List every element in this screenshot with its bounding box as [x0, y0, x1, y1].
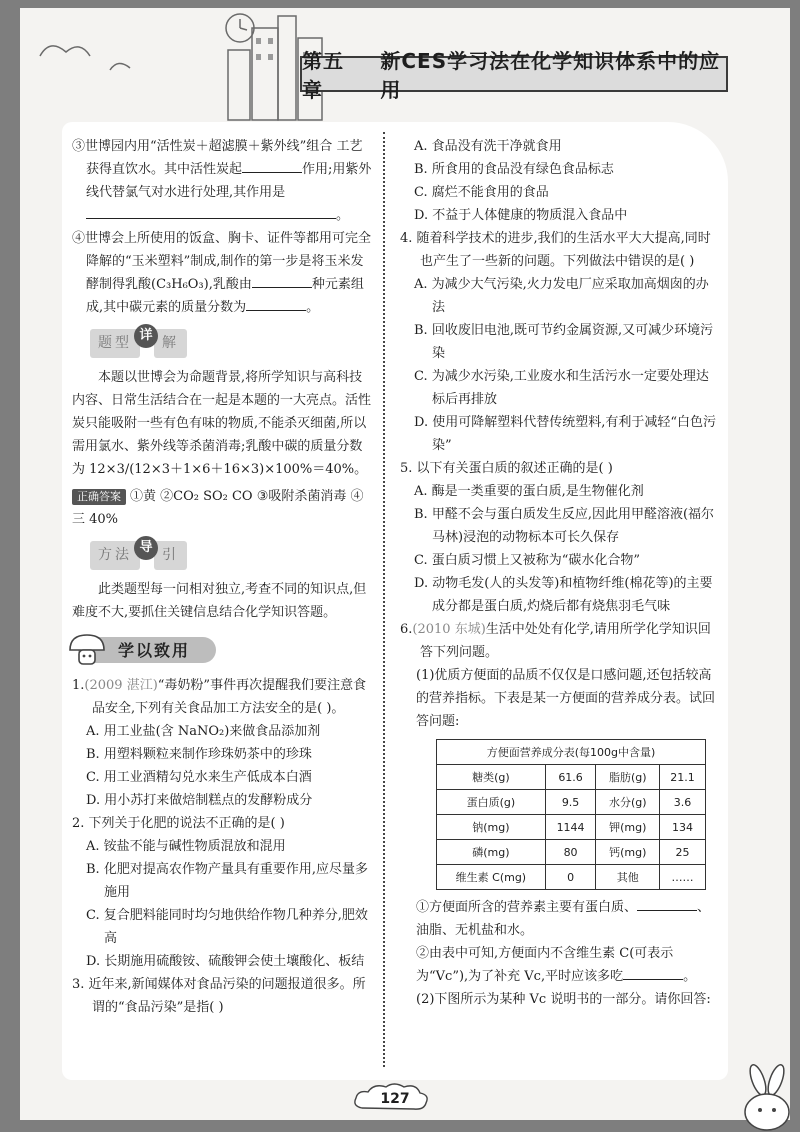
- question-4-part: ④世博会上所使用的饭盒、胸卡、证件等都用可完全降解的“玉米塑料”制成,制作的第一步是将玉米发酵制得乳酸(C₃H₆O₃),乳酸由 种元素组成,其中碳元素的质量分数为 。: [72, 231, 372, 315]
- answer-blank: [623, 965, 683, 980]
- q4-option-b: B. 回收废旧电池,既可节约金属资源,又可减少环境污染: [414, 323, 714, 361]
- question-4: 4. 随着科学技术的进步,我们的生活水平大大提高,同时也产生了一些新的问题。下列做法中错误的是( ): [400, 231, 711, 269]
- q6-sub-2: (2)下图所示为某种 Vc 说明书的一部分。请你回答:: [416, 992, 711, 1007]
- question-3-part: ③世博园内用“活性炭＋超滤膜＋紫外线”组合 工艺获得直饮水。其中活性炭起 作用;用紫外线代替氯气对水进行处理,其作用是。: [72, 139, 372, 223]
- q5-option-c: C. 蛋白质习惯上又被称为“碳水化合物”: [414, 553, 641, 568]
- cloud-icon: [110, 63, 130, 70]
- answer-blank: [252, 273, 312, 288]
- table-row: 蛋白质(g) 9.5 水分(g) 3.6: [437, 790, 706, 815]
- cityscape-illustration: [20, 8, 340, 128]
- column-divider: [383, 132, 385, 1067]
- chapter-number: 第五章: [302, 49, 344, 102]
- q5-option-d: D. 动物毛发(人的头发等)和植物纤维(棉花等)的主要成分都是蛋白质,灼烧后都有烧焦羽毛气味: [414, 576, 713, 614]
- q6-sub-1: (1)优质方便面的品质不仅仅是口感问题,还包括较高的营养指标。下表是某一方便面的营养成分表。试回答问题:: [416, 668, 716, 729]
- q2-option-c: C. 复合肥料能同时均匀地供给作物几种养分,肥效高: [86, 908, 368, 946]
- table-row: 维生素 C(mg) 0 其他 ……: [437, 865, 706, 890]
- answer-blank: [86, 204, 336, 219]
- q2-option-a: A. 铵盐不能与碱性物质混放和混用: [86, 839, 286, 854]
- q2-option-d: D. 长期施用硫酸铵、硫酸钾会使土壤酸化、板结: [86, 954, 365, 969]
- q4-option-c: C. 为减少水污染,工业废水和生活污水一定要处理达标后再排放: [414, 369, 709, 407]
- left-column: [72, 135, 374, 1019]
- q5-option-a: A. 酶是一类重要的蛋白质,是生物催化剂: [414, 484, 644, 499]
- q3-option-a: A. 食品没有洗干净就食用: [414, 139, 562, 154]
- answer-blank: [637, 896, 697, 911]
- question-2: 2. 下列关于化肥的说法不正确的是( ): [72, 816, 285, 831]
- method-heading: 方法 导 引: [90, 541, 187, 570]
- section-title: 学以致用: [78, 637, 216, 663]
- q6-answer-2: ②由表中可知,方便面内不含维生素 C(可表示为“Vc”),为了补充 Vc,平时应该多吃 。: [416, 946, 697, 984]
- right-column: [400, 135, 718, 1011]
- cloud-icon: [40, 46, 90, 56]
- q4-option-d: D. 使用可降解塑料代替传统塑料,有利于减轻“白色污染”: [414, 415, 717, 453]
- table-row: 糖类(g) 61.6 脂肪(g) 21.1: [437, 765, 706, 790]
- question-5: 5. 以下有关蛋白质的叙述正确的是( ): [400, 461, 613, 476]
- q1-option-c: C. 用工业酒精勾兑水来生产低成本白酒: [86, 770, 312, 785]
- explanation-heading: 题型 详 解: [90, 329, 187, 358]
- question-3: 3. 近年来,新闻媒体对食品污染的问题报道很多。所谓的“食品污染”是指( ): [72, 977, 366, 1015]
- q5-option-b: B. 甲醛不会与蛋白质发生反应,因此用甲醛溶液(福尔马林)浸泡的动物标本可长久保存: [414, 507, 715, 545]
- method-text: 此类题型每一问相对独立,考查不同的知识点,但难度不大,要抓住关键信息结合化学知识答题。: [72, 582, 367, 620]
- q6-answer-1: ①方便面所含的营养素主要有蛋白质、 、油脂、无机盐和水。: [400, 896, 718, 942]
- q1-option-d: D. 用小苏打来做焙制糕点的发酵粉成分: [86, 793, 313, 808]
- q3-option-b: B. 所食用的食品没有绿色食品标志: [414, 162, 614, 177]
- building: [252, 28, 278, 120]
- explanation-text: 本题以世博会为命题背景,将所学知识与高科技内容、日常生活结合在一起是本题的一大亮点。活性炭只能吸附一些有色有味的物质,不能杀灭细菌,所以需用氯水、紫外线等杀菌消毒;乳酸中碳的质量分数为 12×3/(12×3＋1×6＋16×3)×100%＝40%。: [72, 370, 372, 477]
- building: [228, 50, 250, 120]
- page-number: 127: [380, 1091, 410, 1107]
- q2-option-b: B. 化肥对提高农作物产量具有重要作用,应尽量多施用: [86, 862, 368, 900]
- question-1: 1.(2009 湛江)“毒奶粉”事件再次提醒我们要注意食品安全,下列有关食品加工方法安全的是( )。: [72, 678, 367, 716]
- explain-badge: 详: [134, 324, 158, 348]
- q3-option-d: D. 不益于人体健康的物质混入食品中: [414, 208, 628, 223]
- mushroom-icon: [66, 632, 108, 668]
- q1-option-b: B. 用塑料颗粒来制作珍珠奶茶中的珍珠: [86, 747, 312, 762]
- page-number-cloud: [350, 1082, 440, 1116]
- table-title: 方便面营养成分表(每100g中含量): [437, 740, 706, 765]
- method-badge: 导: [134, 536, 158, 560]
- answer-line: 正确答案 ①黄 ②CO₂ SO₂ CO ③吸附杀菌消毒 ④三 40%: [72, 489, 364, 527]
- table-row: 磷(mg) 80 钙(mg) 25: [437, 840, 706, 865]
- table-row: 钠(mg) 1144 钾(mg) 134: [437, 815, 706, 840]
- q1-option-a: A. 用工业盐(含 NaNO₂)来做食品添加剂: [86, 724, 321, 739]
- question-6: 6.(2010 东城)生活中处处有化学,请用所学化学知识回答下列问题。: [400, 622, 711, 660]
- answer-blank: [242, 158, 302, 173]
- bunny-icon: [736, 1062, 796, 1132]
- practice-section-heading: [66, 632, 374, 668]
- chapter-banner: [300, 49, 728, 102]
- q3-option-c: C. 腐烂不能食用的食品: [414, 185, 549, 200]
- chapter-title: 新CES学习法在化学知识体系中的应用: [380, 49, 721, 102]
- building: [278, 16, 296, 120]
- q4-option-a: A. 为减少大气污染,火力发电厂应采取加高烟囱的办法: [414, 277, 709, 315]
- answer-tag: 正确答案: [72, 489, 126, 505]
- answer-blank: [246, 296, 306, 311]
- nutrition-table: [436, 739, 706, 890]
